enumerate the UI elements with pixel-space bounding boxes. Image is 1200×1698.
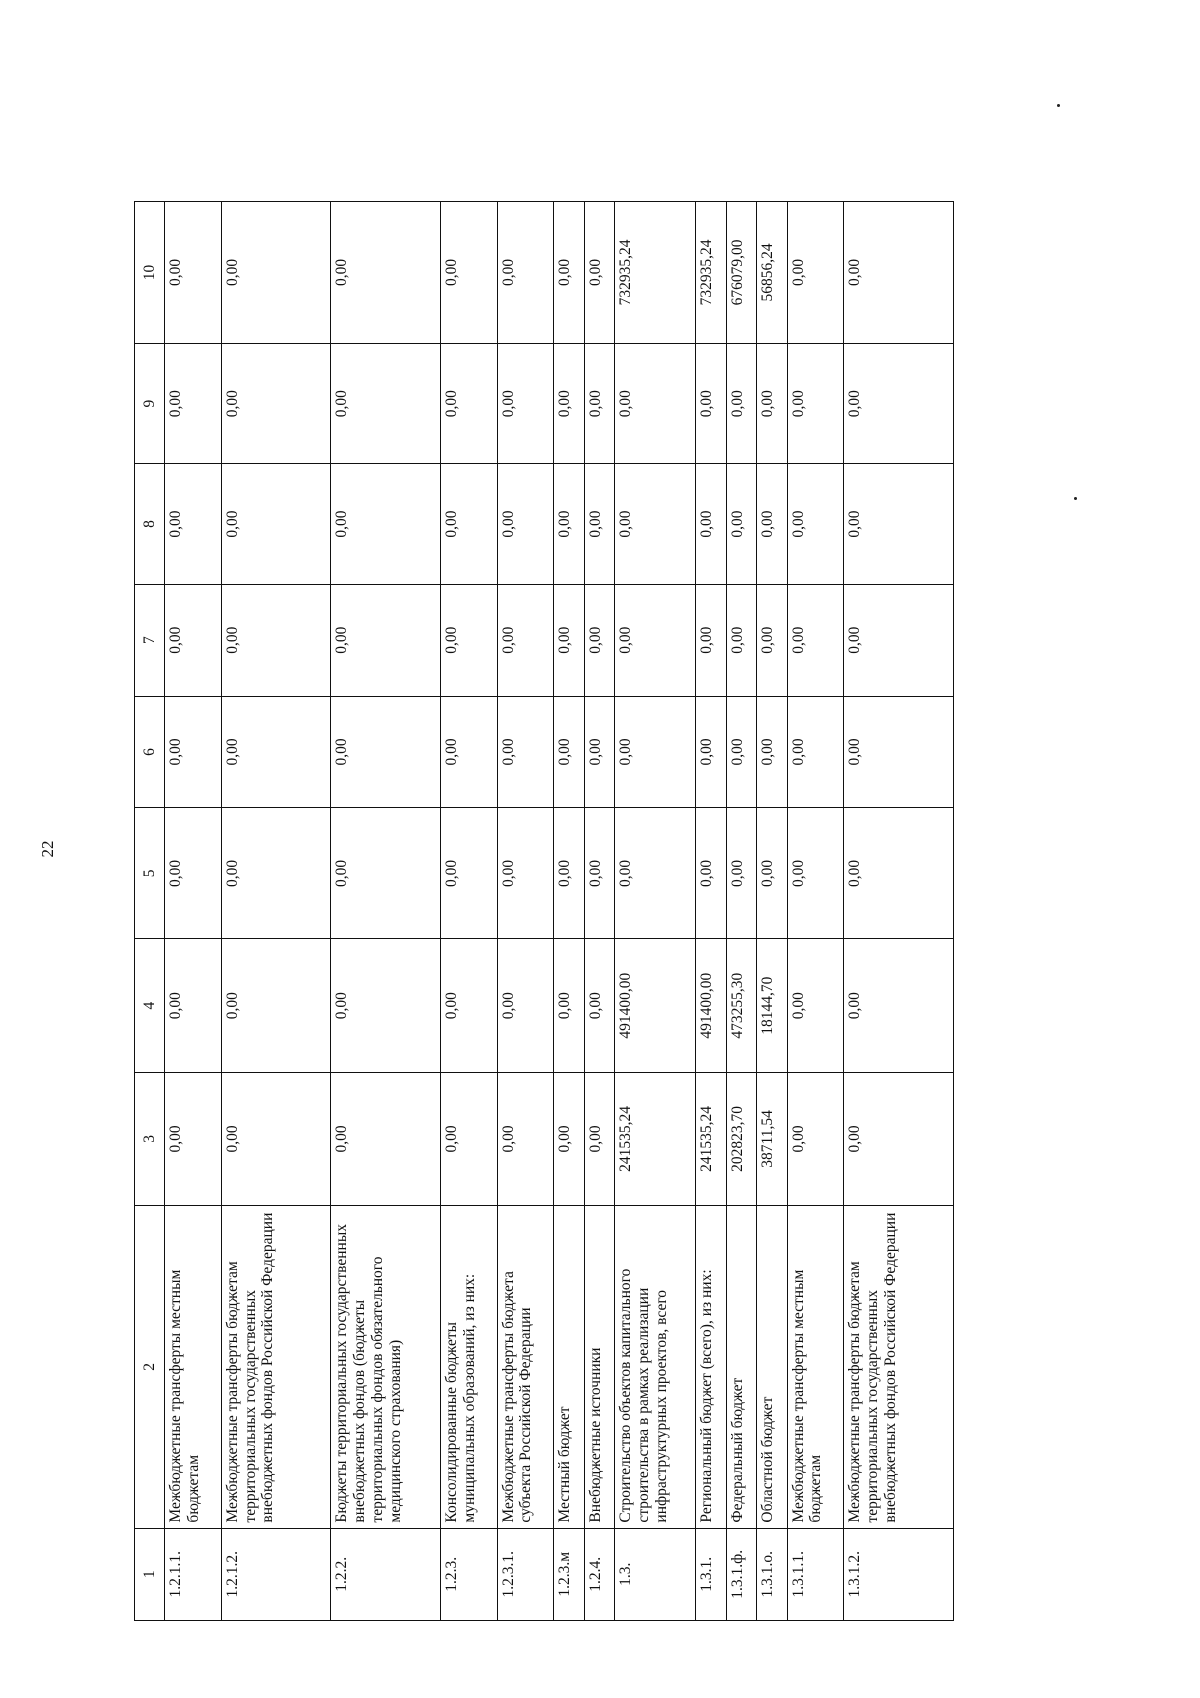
- row-value: 0,00: [165, 202, 222, 344]
- row-value: 0,00: [726, 464, 756, 584]
- table-row: [554, 202, 584, 1621]
- row-code: 1.3.1.: [696, 1528, 726, 1620]
- row-value: 0,00: [844, 696, 954, 808]
- row-value: 0,00: [757, 584, 787, 696]
- row-value: 0,00: [554, 1072, 584, 1205]
- row-value: 0,00: [440, 939, 497, 1072]
- row-code: 1.2.1.1.: [165, 1528, 222, 1620]
- row-value: 0,00: [221, 939, 331, 1072]
- row-value: 0,00: [615, 584, 696, 696]
- row-value: 0,00: [165, 464, 222, 584]
- row-value: 241535,24: [696, 1072, 726, 1205]
- table-body: [165, 202, 954, 1621]
- row-value: 491400,00: [615, 939, 696, 1072]
- row-value: 56856,24: [757, 202, 787, 344]
- row-value: 0,00: [331, 939, 441, 1072]
- row-value: 676079,00: [726, 202, 756, 344]
- row-value: 0,00: [584, 584, 614, 696]
- table-row: [726, 202, 756, 1621]
- row-code: 1.3.1.о.: [757, 1528, 787, 1620]
- row-value: 0,00: [787, 1072, 844, 1205]
- row-value: 0,00: [787, 464, 844, 584]
- row-name: Региональный бюджет (всего), из них:: [696, 1206, 726, 1529]
- column-header: 8: [135, 464, 165, 584]
- table-row: [787, 202, 844, 1621]
- table-row: [844, 202, 954, 1621]
- row-value: 0,00: [615, 696, 696, 808]
- row-name: Бюджеты территориальных государственных внебюджетных фондов (бюджеты территориальных фондов обязательного медицинского страхования): [331, 1206, 441, 1529]
- row-value: 0,00: [696, 808, 726, 939]
- row-name: Межбюджетные трансферты бюджетам территориальных государственных внебюджетных фондов Российской Федерации: [221, 1206, 331, 1529]
- row-value: 0,00: [584, 202, 614, 344]
- budget-table: [134, 201, 954, 1621]
- row-value: 0,00: [331, 584, 441, 696]
- row-value: 0,00: [584, 696, 614, 808]
- row-value: 0,00: [584, 1072, 614, 1205]
- table-row: [331, 202, 441, 1621]
- row-value: 0,00: [696, 343, 726, 463]
- scan-speck: [1074, 497, 1077, 500]
- table-row: [440, 202, 497, 1621]
- row-value: 0,00: [554, 343, 584, 463]
- table-row: [696, 202, 726, 1621]
- row-value: 0,00: [787, 343, 844, 463]
- row-value: 0,00: [584, 808, 614, 939]
- row-code: 1.2.3.м: [554, 1528, 584, 1620]
- row-value: 0,00: [497, 696, 554, 808]
- row-value: 0,00: [331, 343, 441, 463]
- column-header: 7: [135, 584, 165, 696]
- row-value: 0,00: [554, 696, 584, 808]
- row-value: 0,00: [440, 808, 497, 939]
- row-value: 0,00: [554, 584, 584, 696]
- row-value: 0,00: [844, 584, 954, 696]
- row-value: 0,00: [726, 808, 756, 939]
- row-value: 0,00: [221, 1072, 331, 1205]
- row-value: 0,00: [844, 202, 954, 344]
- row-value: 18144,70: [757, 939, 787, 1072]
- row-value: 0,00: [615, 808, 696, 939]
- row-value: 0,00: [554, 464, 584, 584]
- column-header: 10: [135, 202, 165, 344]
- row-value: 0,00: [584, 343, 614, 463]
- row-value: 0,00: [787, 202, 844, 344]
- row-code: 1.2.3.: [440, 1528, 497, 1620]
- row-value: 0,00: [165, 939, 222, 1072]
- row-value: 0,00: [844, 939, 954, 1072]
- row-value: 241535,24: [615, 1072, 696, 1205]
- row-value: 0,00: [331, 202, 441, 344]
- row-value: 0,00: [787, 584, 844, 696]
- row-value: 0,00: [497, 808, 554, 939]
- row-value: 0,00: [787, 939, 844, 1072]
- row-value: 0,00: [331, 696, 441, 808]
- row-value: 0,00: [165, 343, 222, 463]
- row-value: 0,00: [757, 343, 787, 463]
- table-row: [497, 202, 554, 1621]
- table-row: [757, 202, 787, 1621]
- row-value: 202823,70: [726, 1072, 756, 1205]
- row-value: 0,00: [615, 343, 696, 463]
- row-name: Местный бюджет: [554, 1206, 584, 1529]
- row-value: 0,00: [331, 808, 441, 939]
- row-value: 0,00: [554, 939, 584, 1072]
- row-value: 0,00: [331, 1072, 441, 1205]
- row-value: 0,00: [440, 202, 497, 344]
- row-value: 0,00: [221, 202, 331, 344]
- row-name: Межбюджетные трансферты местным бюджетам: [787, 1206, 844, 1529]
- row-value: 0,00: [844, 1072, 954, 1205]
- row-value: 0,00: [844, 343, 954, 463]
- row-code: 1.2.3.1.: [497, 1528, 554, 1620]
- table-row: [584, 202, 614, 1621]
- row-code: 1.3.1.1.: [787, 1528, 844, 1620]
- row-value: 473255,30: [726, 939, 756, 1072]
- row-value: 0,00: [221, 696, 331, 808]
- row-value: 0,00: [221, 464, 331, 584]
- row-value: 0,00: [757, 464, 787, 584]
- row-value: 0,00: [726, 343, 756, 463]
- column-header: 3: [135, 1072, 165, 1205]
- header-row: [135, 202, 165, 1621]
- row-value: 0,00: [497, 464, 554, 584]
- row-value: 0,00: [757, 696, 787, 808]
- row-value: 0,00: [554, 808, 584, 939]
- table-row: [221, 202, 331, 1621]
- row-code: 1.2.1.2.: [221, 1528, 331, 1620]
- row-value: 0,00: [554, 202, 584, 344]
- page-number: 22: [38, 840, 57, 858]
- row-name: Внебюджетные источники: [584, 1206, 614, 1529]
- row-name: Межбюджетные трансферты бюджета субъекта Российской Федерации: [497, 1206, 554, 1529]
- row-code: 1.3.1.ф.: [726, 1528, 756, 1620]
- row-value: 0,00: [221, 343, 331, 463]
- row-name: Федеральный бюджет: [726, 1206, 756, 1529]
- row-value: 732935,24: [696, 202, 726, 344]
- row-code: 1.2.2.: [331, 1528, 441, 1620]
- budget-table-rotated: [134, 201, 954, 1621]
- row-value: 0,00: [440, 584, 497, 696]
- table-row: [165, 202, 222, 1621]
- row-code: 1.3.: [615, 1528, 696, 1620]
- row-name: Межбюджетные трансферты местным бюджетам: [165, 1206, 222, 1529]
- column-header: 1: [135, 1528, 165, 1620]
- column-header: 5: [135, 808, 165, 939]
- row-name: Межбюджетные трансферты бюджетам территориальных государственных внебюджетных фондов Российской Федерации: [844, 1206, 954, 1529]
- row-value: 0,00: [497, 202, 554, 344]
- row-value: 0,00: [787, 808, 844, 939]
- column-header: 4: [135, 939, 165, 1072]
- row-value: 0,00: [497, 343, 554, 463]
- table-row: [615, 202, 696, 1621]
- row-value: 491400,00: [696, 939, 726, 1072]
- row-name: Областной бюджет: [757, 1206, 787, 1529]
- row-value: 0,00: [331, 464, 441, 584]
- row-value: 0,00: [221, 584, 331, 696]
- row-value: 0,00: [787, 696, 844, 808]
- column-header: 2: [135, 1206, 165, 1529]
- row-value: 0,00: [440, 696, 497, 808]
- row-value: 0,00: [497, 584, 554, 696]
- row-value: 0,00: [165, 1072, 222, 1205]
- row-value: 0,00: [844, 464, 954, 584]
- row-code: 1.2.4.: [584, 1528, 614, 1620]
- row-value: 0,00: [726, 696, 756, 808]
- row-value: 0,00: [615, 464, 696, 584]
- row-value: 0,00: [440, 343, 497, 463]
- row-name: Консолидированные бюджеты муниципальных образований, из них:: [440, 1206, 497, 1529]
- column-header: 6: [135, 696, 165, 808]
- row-value: 0,00: [696, 696, 726, 808]
- row-value: 0,00: [844, 808, 954, 939]
- row-value: 0,00: [584, 939, 614, 1072]
- row-value: 0,00: [221, 808, 331, 939]
- row-value: 0,00: [726, 584, 756, 696]
- row-code: 1.3.1.2.: [844, 1528, 954, 1620]
- row-value: 0,00: [165, 808, 222, 939]
- row-value: 0,00: [440, 1072, 497, 1205]
- row-value: 0,00: [757, 808, 787, 939]
- row-name: Строительство объектов капитального строительства в рамках реализации инфраструктурных проектов, всего: [615, 1206, 696, 1529]
- column-header: 9: [135, 343, 165, 463]
- row-value: 0,00: [497, 1072, 554, 1205]
- row-value: 0,00: [696, 584, 726, 696]
- row-value: 0,00: [165, 696, 222, 808]
- row-value: 38711,54: [757, 1072, 787, 1205]
- row-value: 0,00: [165, 584, 222, 696]
- scan-speck: [1057, 104, 1060, 107]
- row-value: 732935,24: [615, 202, 696, 344]
- row-value: 0,00: [696, 464, 726, 584]
- row-value: 0,00: [584, 464, 614, 584]
- row-value: 0,00: [440, 464, 497, 584]
- row-value: 0,00: [497, 939, 554, 1072]
